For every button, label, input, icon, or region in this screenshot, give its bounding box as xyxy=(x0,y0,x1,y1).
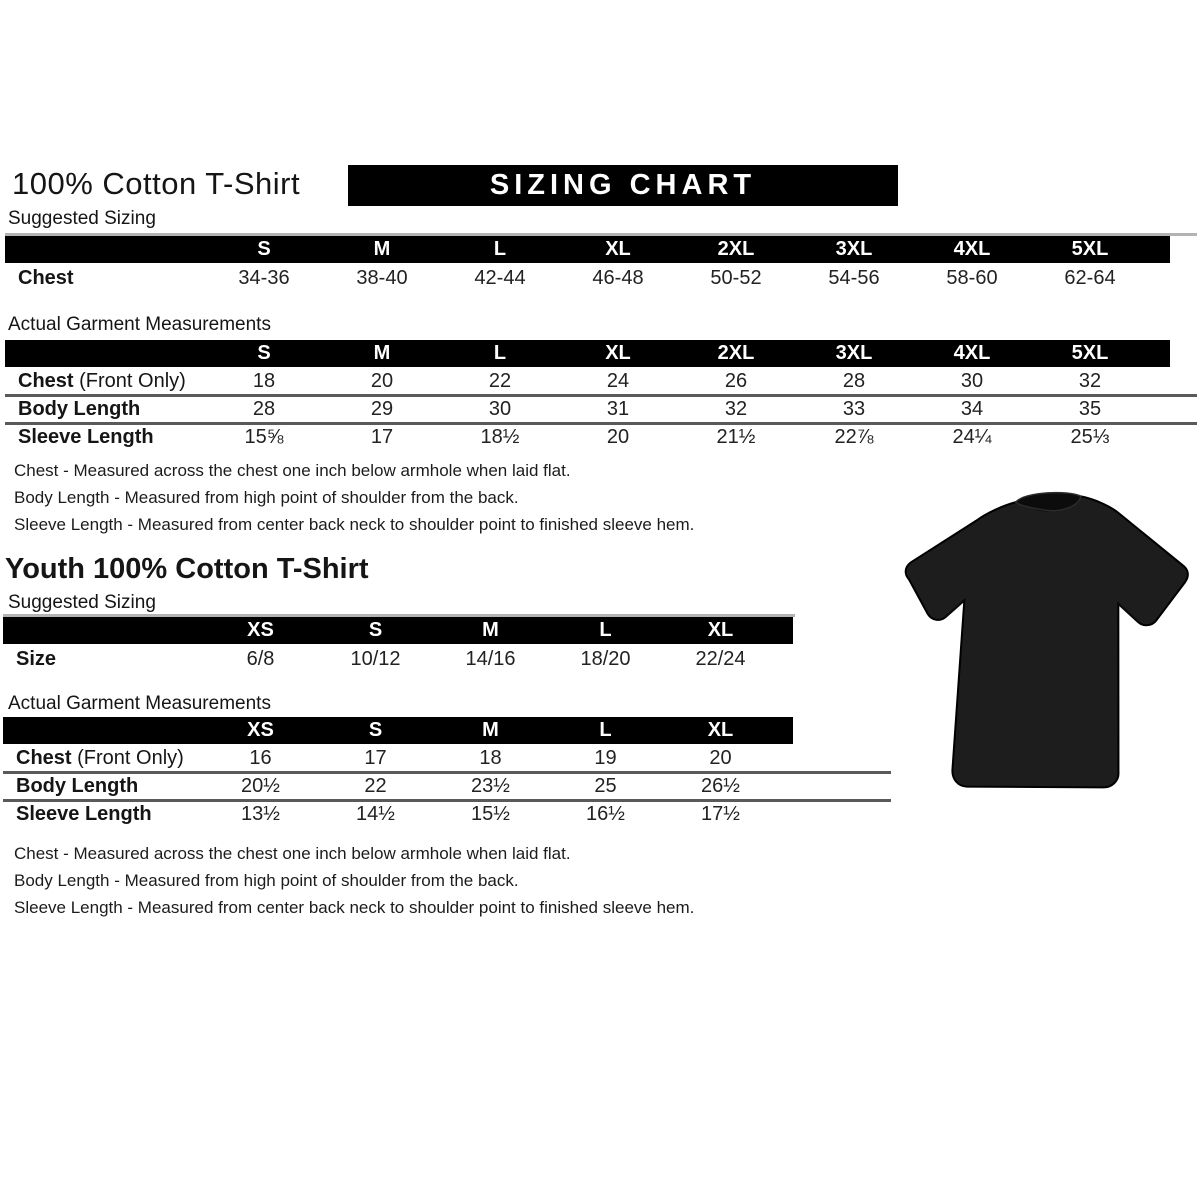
note-chest: Chest - Measured across the chest one inch below armhole when laid flat. xyxy=(14,461,571,480)
table-cell: 42-44 xyxy=(474,266,526,289)
row-label: Chest (Front Only) xyxy=(16,746,184,769)
table-cell: 29 xyxy=(370,397,394,420)
table-cell: 16½ xyxy=(586,802,625,825)
adult-suggested-sizing-label: Suggested Sizing xyxy=(8,208,156,229)
row-divider xyxy=(3,799,891,802)
note-sleeve-length: Sleeve Length - Measured from center back neck to shoulder point to finished sleeve hem. xyxy=(14,515,695,534)
youth-section-title: Youth 100% Cotton T-Shirt xyxy=(5,553,369,585)
table-cell: 24¼ xyxy=(952,425,992,448)
row-label: Sleeve Length xyxy=(18,425,154,448)
table-cell: 19 xyxy=(594,746,617,769)
table-cell: 6/8 xyxy=(246,647,275,670)
column-header: XL xyxy=(707,719,734,741)
column-header: 5XL xyxy=(1071,238,1109,260)
column-header: 3XL xyxy=(835,342,873,364)
table-cell: 20½ xyxy=(241,774,280,797)
column-header: L xyxy=(493,342,507,364)
table-cell: 32 xyxy=(1078,369,1102,392)
column-header: L xyxy=(599,719,612,741)
row-label: Chest (Front Only) xyxy=(18,369,186,392)
row-label: Body Length xyxy=(16,774,139,797)
table-cell: 24 xyxy=(606,369,630,392)
table-row xyxy=(3,772,793,800)
column-header: S xyxy=(368,719,383,741)
row-divider xyxy=(5,422,1197,425)
table-cell: 30 xyxy=(488,397,512,420)
table-cell: 17 xyxy=(364,746,387,769)
table-cell: 62-64 xyxy=(1064,266,1116,289)
table-cell: 35 xyxy=(1078,397,1102,420)
table-cell: 15⅝ xyxy=(244,425,284,448)
table-cell: 14/16 xyxy=(465,647,516,670)
column-header: 5XL xyxy=(1071,342,1109,364)
column-header: M xyxy=(373,342,391,364)
table-cell: 18½ xyxy=(480,425,520,448)
adult-measurements-table xyxy=(5,340,1197,451)
table-cell: 17½ xyxy=(701,802,740,825)
black-tshirt-image xyxy=(878,455,1200,825)
note-chest: Chest - Measured across the chest one inch below armhole when laid flat. xyxy=(14,844,571,863)
table-row xyxy=(5,395,1170,423)
youth-measurements-label: Actual Garment Measurements xyxy=(8,693,271,714)
sizing-chart-banner: SIZING CHART xyxy=(348,165,898,206)
column-header: M xyxy=(373,238,391,260)
table-cell: 34-36 xyxy=(238,266,290,289)
note-sleeve-length: Sleeve Length - Measured from center back neck to shoulder point to finished sleeve hem. xyxy=(14,898,695,917)
table-cell: 50-52 xyxy=(710,266,762,289)
table-cell: 23½ xyxy=(471,774,510,797)
column-header: M xyxy=(482,619,499,641)
youth-suggested-table xyxy=(3,614,795,674)
table-cell: 22⅞ xyxy=(834,425,874,448)
table-cell: 22 xyxy=(364,774,387,797)
adult-measurements-label: Actual Garment Measurements xyxy=(8,314,271,335)
table-row xyxy=(5,423,1170,451)
table-cell: 21½ xyxy=(716,425,756,448)
column-header: XL xyxy=(605,238,631,260)
tshirt-icon xyxy=(878,455,1200,825)
row-label: Sleeve Length xyxy=(16,802,152,825)
table-cell: 15½ xyxy=(471,802,510,825)
table-top-rule xyxy=(3,614,795,617)
table-row xyxy=(3,744,793,772)
table-cell: 22 xyxy=(488,369,512,392)
row-label: Size xyxy=(16,647,57,670)
table-cell: 25 xyxy=(594,774,617,797)
column-header: L xyxy=(493,238,507,260)
note-body-length: Body Length - Measured from high point of shoulder from the back. xyxy=(14,871,519,890)
adult-suggested-header-row xyxy=(5,236,1170,263)
column-header: XS xyxy=(247,719,274,741)
youth-suggested-header-row xyxy=(3,617,793,644)
adult-measurements-header-row xyxy=(5,340,1170,367)
table-cell: 20 xyxy=(606,425,630,448)
column-header: L xyxy=(599,619,612,641)
column-header: 4XL xyxy=(953,342,991,364)
row-label: Body Length xyxy=(18,397,141,420)
column-header: 2XL xyxy=(717,238,755,260)
table-row xyxy=(3,644,793,674)
row-divider xyxy=(3,771,891,774)
row-label: Chest xyxy=(18,266,74,289)
column-header: XL xyxy=(707,619,734,641)
column-header: XS xyxy=(247,619,274,641)
table-cell: 22/24 xyxy=(695,647,746,670)
table-cell: 34 xyxy=(960,397,984,420)
table-cell: 32 xyxy=(724,397,748,420)
table-cell: 26½ xyxy=(701,774,740,797)
table-cell: 18/20 xyxy=(580,647,631,670)
youth-measurements-header-row xyxy=(3,717,793,744)
table-cell: 30 xyxy=(960,369,984,392)
column-header: M xyxy=(482,719,499,741)
table-cell: 18 xyxy=(479,746,502,769)
column-header: 2XL xyxy=(717,342,755,364)
adult-suggested-table xyxy=(5,233,1197,293)
table-cell: 26 xyxy=(724,369,748,392)
column-header: 3XL xyxy=(835,238,873,260)
table-cell: 18 xyxy=(252,369,276,392)
table-cell: 20 xyxy=(709,746,732,769)
column-header: S xyxy=(257,238,271,260)
table-row xyxy=(5,367,1170,395)
table-cell: 31 xyxy=(606,397,630,420)
table-cell: 54-56 xyxy=(828,266,880,289)
youth-suggested-sizing-label: Suggested Sizing xyxy=(8,592,156,613)
table-cell: 58-60 xyxy=(946,266,998,289)
column-header: 4XL xyxy=(953,238,991,260)
table-cell: 25⅓ xyxy=(1070,425,1110,448)
note-body-length: Body Length - Measured from high point of shoulder from the back. xyxy=(14,488,519,507)
table-cell: 14½ xyxy=(356,802,395,825)
table-row xyxy=(5,263,1170,293)
table-cell: 16 xyxy=(249,746,272,769)
table-cell: 17 xyxy=(370,425,394,448)
table-cell: 13½ xyxy=(241,802,280,825)
table-cell: 33 xyxy=(842,397,866,420)
table-row xyxy=(3,800,793,828)
table-cell: 10/12 xyxy=(350,647,401,670)
table-cell: 38-40 xyxy=(356,266,408,289)
table-cell: 20 xyxy=(370,369,394,392)
column-header: S xyxy=(368,619,383,641)
table-cell: 28 xyxy=(252,397,276,420)
table-top-rule xyxy=(5,233,1197,236)
table-cell: 28 xyxy=(842,369,866,392)
row-divider xyxy=(5,394,1197,397)
page-title: 100% Cotton T-Shirt xyxy=(12,166,301,201)
column-header: S xyxy=(257,342,271,364)
table-cell: 46-48 xyxy=(592,266,644,289)
column-header: XL xyxy=(605,342,631,364)
youth-measurements-table xyxy=(3,717,893,828)
